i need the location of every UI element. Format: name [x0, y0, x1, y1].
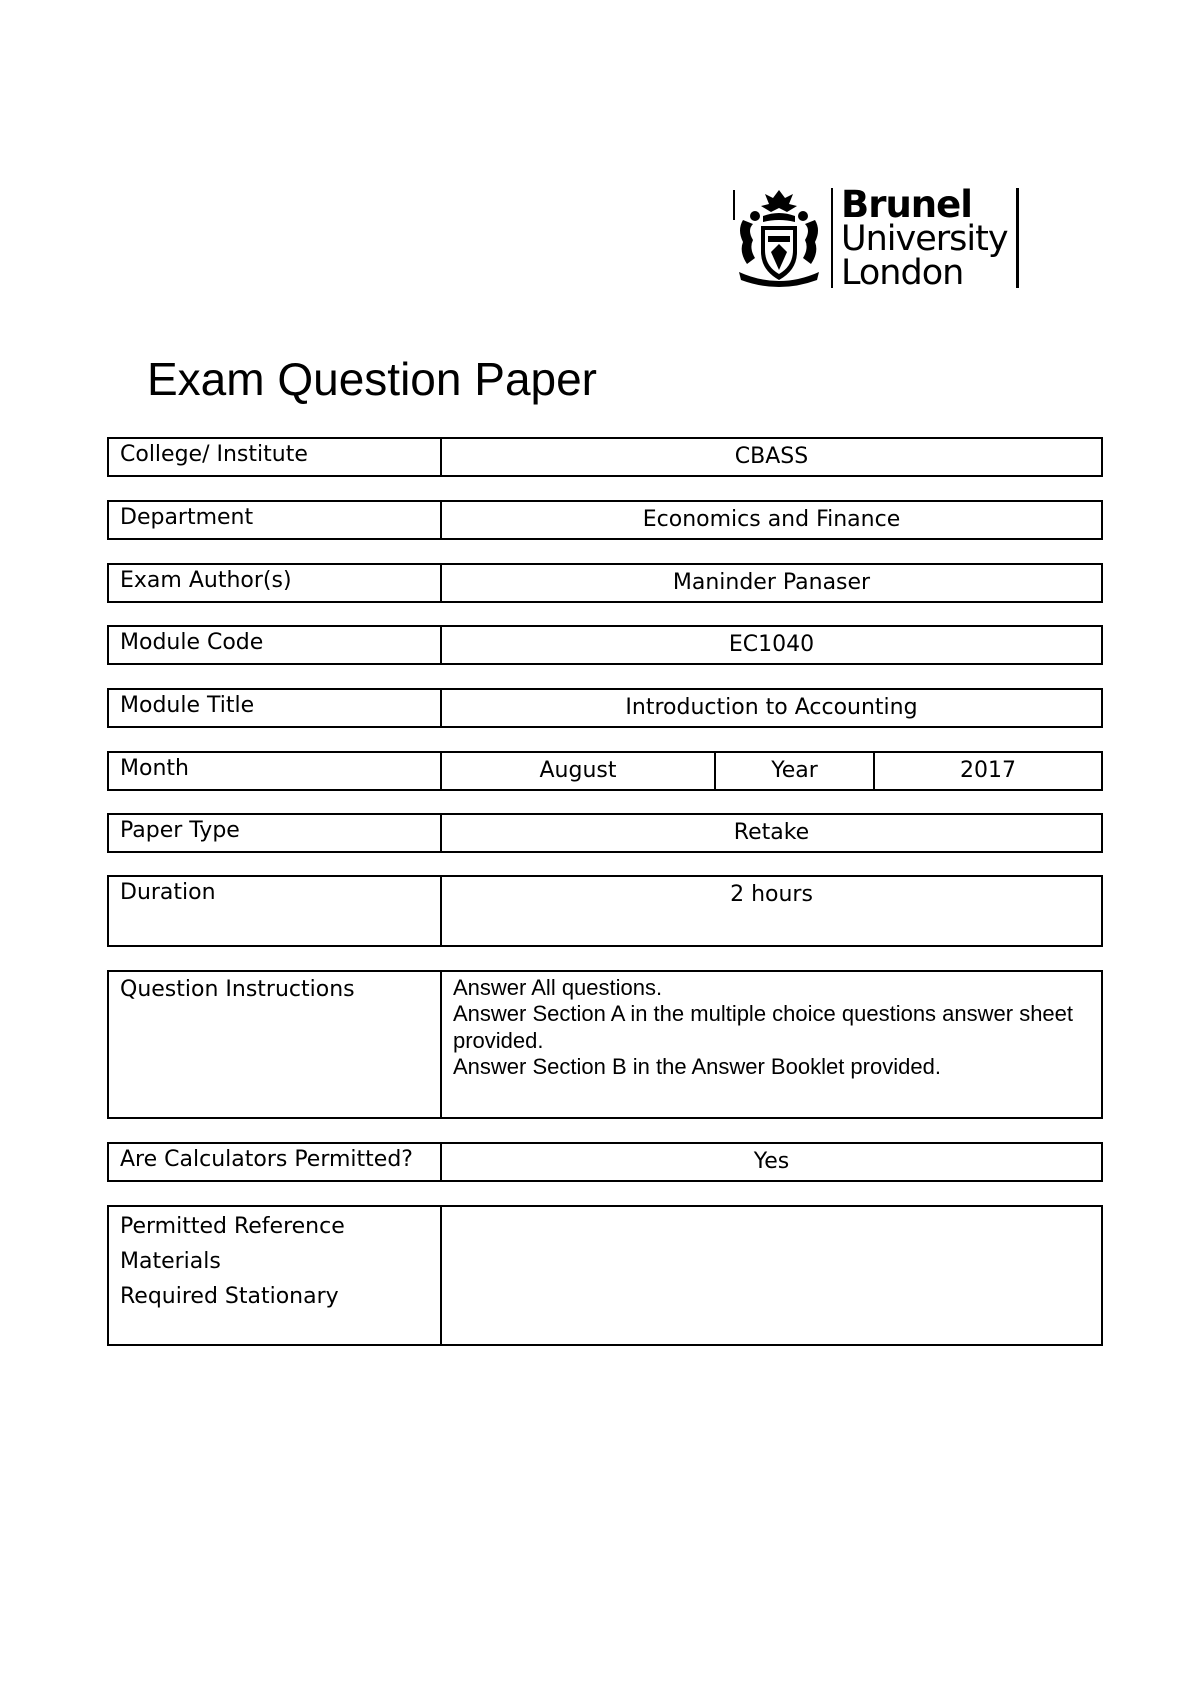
instruction-line: Answer All questions.: [453, 975, 663, 1000]
department-row: [107, 500, 1103, 540]
university-crest-icon: [733, 186, 825, 290]
module-code-label: Module Code: [109, 627, 442, 663]
author-label: Exam Author(s): [109, 565, 442, 601]
author-value: Maninder Panaser: [672, 570, 871, 595]
module-title-row: [107, 688, 1103, 728]
college-label: College/ Institute: [109, 439, 442, 475]
department-value: Economics and Finance: [642, 507, 901, 532]
paper-type-row: [107, 813, 1103, 853]
logo-word-brunel: Brunel: [841, 183, 972, 226]
month-row: [107, 751, 1103, 791]
required-stationary-label: Required Stationary: [120, 1284, 339, 1309]
duration-value: 2 hours: [730, 882, 813, 907]
paper-type-value: Retake: [733, 820, 810, 845]
instructions-text: [442, 972, 1101, 1117]
instructions-label: Question Instructions: [109, 972, 442, 1117]
month-label: Month: [109, 753, 442, 789]
calculators-label: Are Calculators Permitted?: [109, 1144, 442, 1180]
paper-type-label: Paper Type: [109, 815, 442, 851]
logo-word-london: London: [841, 253, 964, 293]
calculators-row: [107, 1142, 1103, 1182]
reference-value: [442, 1207, 1101, 1344]
university-logo: [733, 183, 1023, 293]
college-row: [107, 437, 1103, 477]
reference-row: [107, 1205, 1103, 1346]
month-value: August: [442, 753, 716, 789]
logo-word-university: University: [841, 219, 1008, 259]
module-code-value: EC1040: [728, 632, 815, 657]
module-code-row: [107, 625, 1103, 665]
logo-divider: [831, 188, 833, 288]
year-value: 2017: [960, 758, 1016, 783]
page-title: Exam Question Paper: [147, 353, 598, 405]
instructions-row: [107, 970, 1103, 1119]
duration-row: [107, 875, 1103, 947]
reference-materials-label: Permitted Reference Materials: [120, 1214, 345, 1274]
logo-divider-right: [1016, 188, 1019, 288]
college-value: CBASS: [734, 444, 809, 469]
calculators-value: Yes: [753, 1149, 790, 1174]
duration-label: Duration: [109, 877, 442, 945]
instruction-line: Answer Section B in the Answer Booklet provided.: [453, 1054, 941, 1080]
module-title-label: Module Title: [109, 690, 442, 726]
year-label: Year: [716, 753, 875, 789]
author-row: [107, 563, 1103, 603]
instruction-line: Answer Section A in the multiple choice questions answer sheet provided.: [453, 1001, 1080, 1053]
module-title-value: Introduction to Accounting: [625, 695, 918, 720]
department-label: Department: [109, 502, 442, 538]
reference-label: [109, 1207, 442, 1344]
